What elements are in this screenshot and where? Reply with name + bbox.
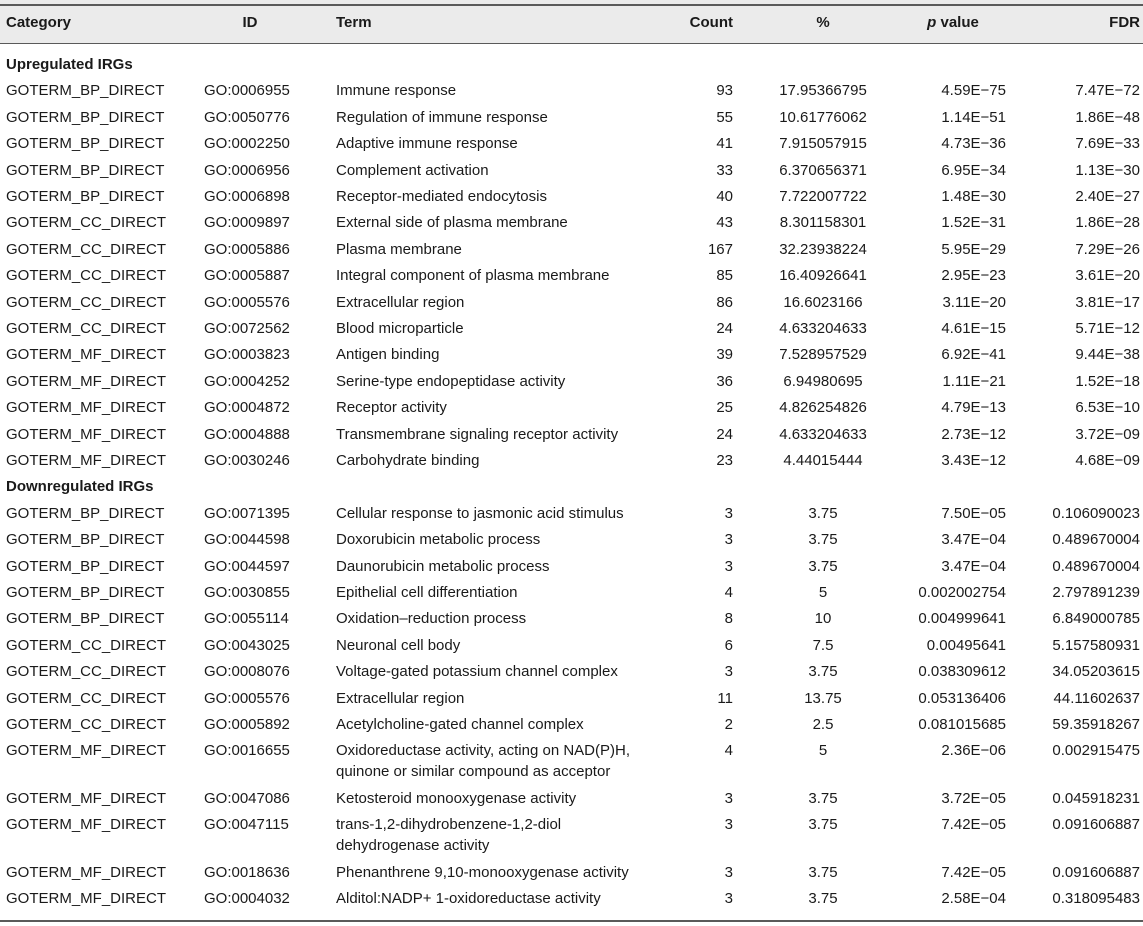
- percent-cell: 5: [818, 742, 828, 760]
- count-cell: 4: [724, 584, 733, 601]
- p-value-cell: 3.43E−12: [941, 452, 1006, 469]
- count-cell: 55: [716, 108, 733, 126]
- count-cell: 24: [716, 320, 733, 337]
- term-cell: Acetylcholine-gated channel complex: [336, 716, 584, 733]
- category-cell: GOTERM_BP_DIRECT: [6, 82, 165, 100]
- category-cell: GOTERM_CC_DIRECT: [6, 240, 167, 258]
- fdr-cell: 5.157580931: [1052, 636, 1140, 654]
- header-p-rest: value: [936, 14, 979, 31]
- count-cell: 39: [716, 346, 733, 364]
- term-cell: Adaptive immune response: [336, 135, 518, 153]
- go-id-cell: GO:0009897: [204, 214, 290, 232]
- fdr-cell: 7.47E−72: [1075, 82, 1140, 100]
- p-value-cell: 0.00495641: [926, 636, 1006, 654]
- fdr-cell: 1.13E−30: [1075, 161, 1140, 179]
- percent-cell: 7.722007722: [779, 188, 867, 205]
- category-cell: GOTERM_CC_DIRECT: [6, 214, 167, 232]
- p-value-cell: 5.95E−29: [941, 240, 1006, 258]
- fdr-cell: 44.11602637: [1053, 689, 1140, 707]
- term-cell: trans-1,2-dihydrobenzene-1,2-diol: [336, 816, 562, 834]
- go-id-cell: GO:0004252: [204, 372, 290, 390]
- header-id: ID: [242, 14, 258, 31]
- go-id-cell: GO:0071395: [204, 504, 290, 522]
- go-id-cell: GO:0043025: [204, 636, 290, 654]
- go-id-cell: GO:0005576: [204, 689, 290, 707]
- go-id-cell: GO:0044598: [204, 531, 290, 549]
- count-cell: 36: [716, 372, 733, 390]
- count-cell: 23: [716, 452, 733, 469]
- fdr-cell: 7.29E−26: [1075, 240, 1140, 258]
- term-cell: Daunorubicin metabolic process: [336, 557, 550, 575]
- percent-cell: 5: [818, 584, 828, 601]
- go-id-cell: GO:0006898: [204, 188, 290, 205]
- p-value-cell: 1.14E−51: [941, 108, 1006, 126]
- category-cell: GOTERM_BP_DIRECT: [6, 557, 165, 575]
- percent-cell: 13.75: [804, 689, 842, 707]
- category-cell: GOTERM_CC_DIRECT: [6, 320, 167, 337]
- category-cell: GOTERM_MF_DIRECT: [6, 863, 167, 881]
- term-cell: Antigen binding: [336, 346, 440, 364]
- fdr-cell: 2.40E−27: [1075, 188, 1140, 205]
- section-title: Downregulated IRGs: [6, 478, 154, 496]
- category-cell: GOTERM_BP_DIRECT: [6, 504, 165, 522]
- term-cell: Extracellular region: [336, 293, 465, 311]
- go-id-cell: GO:0004872: [204, 399, 290, 417]
- header-rule: [0, 43, 1143, 44]
- p-value-cell: 6.92E−41: [941, 346, 1006, 364]
- category-cell: GOTERM_BP_DIRECT: [6, 108, 165, 126]
- percent-cell: 4.826254826: [779, 399, 867, 417]
- count-cell: 11: [717, 689, 733, 707]
- fdr-cell: 0.091606887: [1052, 863, 1140, 881]
- go-id-cell: GO:0072562: [204, 320, 290, 337]
- go-id-cell: GO:0005887: [204, 267, 290, 285]
- table-header: [0, 0, 1143, 44]
- count-cell: 3: [724, 663, 733, 681]
- category-cell: GOTERM_BP_DIRECT: [6, 531, 165, 549]
- count-cell: 3: [724, 504, 733, 522]
- term-cell: Oxidation–reduction process: [336, 610, 527, 628]
- fdr-cell: 0.002915475: [1052, 742, 1140, 760]
- fdr-cell: 6.53E−10: [1075, 399, 1140, 417]
- term-cell: Alditol:NADP+ 1-oxidoreductase activity: [336, 890, 601, 907]
- percent-cell: 16.40926641: [779, 267, 867, 285]
- count-cell: 3: [724, 531, 733, 549]
- percent-cell: 17.95366795: [779, 82, 867, 100]
- go-id-cell: GO:0005576: [204, 293, 290, 311]
- term-cell: Phenanthrene 9,10-monooxygenase activity: [336, 863, 629, 881]
- fdr-cell: 7.69E−33: [1075, 135, 1140, 153]
- header-term: Term: [336, 14, 372, 31]
- go-id-cell: GO:0005892: [204, 716, 290, 733]
- term-cell: Epithelial cell differentiation: [336, 584, 518, 601]
- term-cell: Transmembrane signaling receptor activity: [336, 425, 619, 443]
- percent-cell: 7.915057915: [779, 135, 867, 153]
- p-value-cell: 3.11E−20: [942, 293, 1006, 311]
- count-cell: 2: [724, 716, 733, 733]
- percent-cell: 10: [814, 610, 832, 628]
- category-cell: GOTERM_BP_DIRECT: [6, 610, 165, 628]
- fdr-cell: 9.44E−38: [1075, 346, 1140, 364]
- category-cell: GOTERM_MF_DIRECT: [6, 742, 167, 760]
- go-id-cell: GO:0055114: [204, 610, 289, 628]
- category-cell: GOTERM_MF_DIRECT: [6, 452, 167, 469]
- go-id-cell: GO:0044597: [204, 557, 290, 575]
- category-cell: GOTERM_MF_DIRECT: [6, 372, 167, 390]
- percent-cell: 6.94980695: [783, 372, 863, 390]
- category-cell: GOTERM_MF_DIRECT: [6, 346, 167, 364]
- p-value-cell: 7.50E−05: [941, 504, 1006, 522]
- go-id-cell: GO:0005886: [204, 240, 290, 258]
- term-cell: Receptor activity: [336, 399, 447, 417]
- category-cell: GOTERM_MF_DIRECT: [6, 425, 167, 443]
- count-cell: 6: [724, 636, 733, 654]
- percent-cell: 3.75: [808, 890, 838, 907]
- p-value-cell: 0.038309612: [918, 663, 1006, 681]
- fdr-cell: 0.318095483: [1052, 890, 1140, 907]
- percent-cell: 4.633204633: [779, 320, 867, 337]
- term-cell: Immune response: [336, 82, 457, 100]
- p-value-cell: 1.52E−31: [941, 214, 1006, 232]
- category-cell: GOTERM_MF_DIRECT: [6, 816, 167, 834]
- category-cell: GOTERM_BP_DIRECT: [6, 161, 165, 179]
- go-id-cell: GO:0016655: [204, 742, 290, 760]
- term-cell: quinone or similar compound as acceptor: [336, 763, 611, 781]
- term-cell: Integral component of plasma membrane: [336, 267, 610, 285]
- p-value-cell: 0.002002754: [918, 584, 1006, 601]
- count-cell: 24: [716, 425, 733, 443]
- count-cell: 3: [724, 816, 733, 834]
- percent-cell: 3.75: [808, 531, 838, 549]
- count-cell: 43: [716, 214, 733, 232]
- go-id-cell: GO:0047086: [204, 789, 290, 807]
- p-value-cell: 2.58E−04: [941, 890, 1006, 907]
- p-value-cell: 2.36E−06: [941, 742, 1006, 760]
- go-id-cell: GO:0008076: [204, 663, 290, 681]
- category-cell: GOTERM_BP_DIRECT: [6, 135, 165, 153]
- percent-cell: 3.75: [808, 789, 838, 807]
- p-value-cell: 7.42E−05: [941, 816, 1006, 834]
- section-title: Upregulated IRGs: [6, 56, 133, 73]
- p-value-cell: 3.72E−05: [941, 789, 1006, 807]
- category-cell: GOTERM_CC_DIRECT: [6, 636, 167, 654]
- go-id-cell: GO:0018636: [204, 863, 290, 881]
- go-id-cell: GO:0004032: [204, 890, 290, 907]
- category-cell: GOTERM_BP_DIRECT: [6, 584, 165, 601]
- percent-cell: 32.23938224: [779, 240, 867, 258]
- go-id-cell: GO:0004888: [204, 425, 290, 443]
- term-cell: Plasma membrane: [336, 240, 462, 258]
- fdr-cell: 5.71E−12: [1075, 320, 1140, 337]
- category-cell: GOTERM_MF_DIRECT: [6, 890, 167, 907]
- percent-cell: 7.528957529: [779, 346, 867, 364]
- p-value-cell: 6.95E−34: [941, 161, 1006, 179]
- category-cell: GOTERM_CC_DIRECT: [6, 716, 167, 733]
- top-rule: [0, 4, 1143, 6]
- bottom-rule: [0, 920, 1143, 922]
- count-cell: 3: [724, 789, 733, 807]
- fdr-cell: 1.86E−48: [1075, 108, 1140, 126]
- fdr-cell: 3.81E−17: [1075, 293, 1140, 311]
- p-value-cell: 7.42E−05: [941, 863, 1006, 881]
- fdr-cell: 3.72E−09: [1075, 425, 1140, 443]
- term-cell: dehydrogenase activity: [336, 837, 490, 855]
- category-cell: GOTERM_CC_DIRECT: [6, 689, 167, 707]
- fdr-cell: 0.489670004: [1052, 531, 1140, 549]
- p-value-cell: 0.004999641: [918, 610, 1006, 628]
- term-cell: Regulation of immune response: [336, 108, 548, 126]
- term-cell: Doxorubicin metabolic process: [336, 531, 541, 549]
- fdr-cell: 59.35918267: [1052, 716, 1140, 733]
- go-id-cell: GO:0030246: [204, 452, 290, 469]
- percent-cell: 7.5: [812, 636, 834, 654]
- fdr-cell: 0.091606887: [1052, 816, 1140, 834]
- count-cell: 33: [716, 161, 733, 179]
- p-value-cell: 4.61E−15: [941, 320, 1006, 337]
- percent-cell: 3.75: [808, 816, 838, 834]
- p-value-cell: 3.47E−04: [941, 557, 1006, 575]
- count-cell: 3: [724, 863, 733, 881]
- header-fdr: FDR: [1109, 14, 1140, 31]
- header-p-italic: p: [927, 14, 937, 31]
- term-cell: Ketosteroid monooxygenase activity: [336, 789, 577, 807]
- fdr-cell: 6.849000785: [1052, 610, 1140, 628]
- category-cell: GOTERM_CC_DIRECT: [6, 293, 167, 311]
- term-cell: Receptor-mediated endocytosis: [336, 188, 547, 205]
- category-cell: GOTERM_MF_DIRECT: [6, 789, 167, 807]
- percent-cell: 8.301158301: [779, 214, 867, 232]
- count-cell: 25: [716, 399, 733, 417]
- go-id-cell: GO:0050776: [204, 108, 290, 126]
- go-id-cell: GO:0002250: [204, 135, 290, 153]
- count-cell: 85: [716, 267, 733, 285]
- p-value-cell: 1.48E−30: [941, 188, 1006, 205]
- percent-cell: 6.370656371: [779, 161, 867, 179]
- fdr-cell: 0.045918231: [1052, 789, 1140, 807]
- fdr-cell: 0.489670004: [1052, 557, 1140, 575]
- fdr-cell: 1.52E−18: [1075, 372, 1140, 390]
- percent-cell: 3.75: [808, 504, 838, 522]
- percent-cell: 16.6023166: [783, 293, 863, 311]
- fdr-cell: 34.05203615: [1052, 663, 1140, 681]
- count-cell: 41: [716, 135, 733, 153]
- term-cell: External side of plasma membrane: [336, 214, 568, 232]
- percent-cell: 3.75: [808, 663, 838, 681]
- p-value-cell: 4.59E−75: [941, 82, 1006, 100]
- term-cell: Cellular response to jasmonic acid stimulus: [336, 504, 624, 522]
- fdr-cell: 3.61E−20: [1075, 267, 1140, 285]
- count-cell: 167: [707, 240, 733, 258]
- go-id-cell: GO:0006956: [204, 161, 290, 179]
- fdr-cell: 1.86E−28: [1075, 214, 1140, 232]
- count-cell: 40: [716, 188, 733, 205]
- count-cell: 8: [724, 610, 733, 628]
- term-cell: Carbohydrate binding: [336, 452, 480, 469]
- percent-cell: 4.633204633: [779, 425, 867, 443]
- p-value-cell: 3.47E−04: [941, 531, 1006, 549]
- p-value-cell: 1.11E−21: [942, 372, 1006, 390]
- fdr-cell: 2.797891239: [1052, 584, 1140, 601]
- count-cell: 3: [724, 890, 733, 907]
- term-cell: Blood microparticle: [336, 320, 464, 337]
- p-value-cell: 4.73E−36: [941, 135, 1006, 153]
- percent-cell: 10.61776062: [779, 108, 867, 126]
- header-category: Category: [6, 14, 72, 31]
- go-id-cell: GO:0030855: [204, 584, 290, 601]
- go-id-cell: GO:0006955: [204, 82, 290, 100]
- p-value-cell: 0.053136406: [918, 689, 1006, 707]
- count-cell: 4: [724, 742, 733, 760]
- go-id-cell: GO:0003823: [204, 346, 290, 364]
- p-value-cell: 0.081015685: [918, 716, 1006, 733]
- p-value-cell: 4.79E−13: [941, 399, 1006, 417]
- term-cell: Oxidoreductase activity, acting on NAD(P)H,: [336, 742, 631, 760]
- percent-cell: 4.44015444: [783, 452, 863, 469]
- percent-cell: 3.75: [808, 863, 838, 881]
- term-cell: Neuronal cell body: [336, 636, 461, 654]
- header-p-value: [900, 14, 1006, 32]
- count-cell: 86: [716, 293, 733, 311]
- category-cell: GOTERM_CC_DIRECT: [6, 663, 167, 681]
- header-count: Count: [689, 14, 733, 31]
- term-cell: Extracellular region: [336, 689, 465, 707]
- term-cell: Voltage-gated potassium channel complex: [336, 663, 618, 681]
- go-id-cell: GO:0047115: [204, 816, 289, 834]
- category-cell: GOTERM_CC_DIRECT: [6, 267, 167, 285]
- term-cell: Serine-type endopeptidase activity: [336, 372, 566, 390]
- fdr-cell: 0.106090023: [1052, 504, 1140, 522]
- term-cell: Complement activation: [336, 161, 489, 179]
- p-value-cell: 2.95E−23: [941, 267, 1006, 285]
- fdr-cell: 4.68E−09: [1075, 452, 1140, 469]
- count-cell: 93: [716, 82, 733, 100]
- count-cell: 3: [724, 557, 733, 575]
- percent-cell: 3.75: [808, 557, 838, 575]
- p-value-cell: 2.73E−12: [941, 425, 1006, 443]
- percent-cell: 2.5: [812, 716, 834, 733]
- category-cell: GOTERM_BP_DIRECT: [6, 188, 165, 205]
- category-cell: GOTERM_MF_DIRECT: [6, 399, 167, 417]
- header-percent: %: [816, 14, 830, 31]
